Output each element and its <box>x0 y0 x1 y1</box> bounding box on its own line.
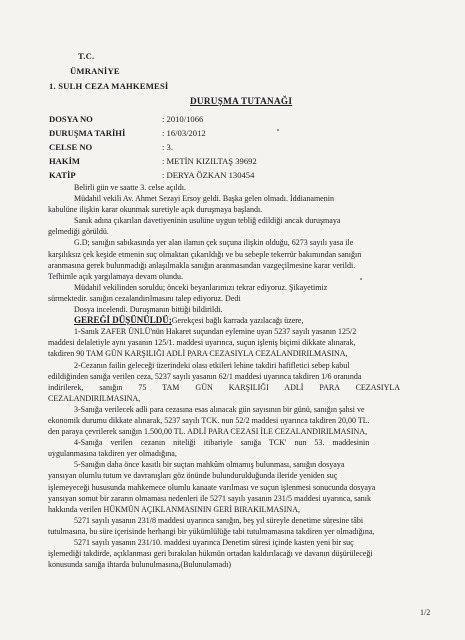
body-line: karşılıksız çek keşide etmenin suç olmaktan çıkarıldığı ve bu sebeple tekerrür bakımından sanığın <box>48 249 362 259</box>
body-line: Dosya incelendi. Duruşmanın bittiği bildirildi. <box>74 305 223 315</box>
body-line: G.D; sanığın sabıkasında yer alan ilamın çek suçuna ilişkin olduğu, 6273 sayılı yasa ile <box>74 238 354 248</box>
info-value: : 3. <box>162 142 173 152</box>
body-line: Belirli gün ve saatte 3. celse açıldı. <box>74 183 186 192</box>
body-line: 4-Sanığa verilen cezanın niteliği itibariyle sanığa TCK' nun 53. maddesinin <box>74 438 370 448</box>
body-line: takdiren 90 TAM GÜN KARŞILIĞI ADLİ PARA CEZASIYLA CEZALANDIRILMASINA, <box>48 349 348 359</box>
body-line: 5271 sayılı yasanın 231/8 maddesi uyarınca sanığın, beş yıl süreyle denetime süresine tâbi <box>74 515 364 525</box>
page-number: 1/2 <box>420 608 431 617</box>
body-line: konusunda sanığa ihtarda bulunulmasına,(Bulunulamadı) <box>48 560 232 570</box>
body-line: 1-Sanık ZAFER ÜNLÜ'nün Hakaret suçundan eylemine uyan 5237 sayılı yasanın 125/2 <box>74 327 357 337</box>
verdict-header-rest: Gerekçesi bağlı karrada yazılacağı üzere, <box>171 316 304 326</box>
info-label: HAKİM <box>49 156 81 166</box>
body-line: Müdahil vekilinden soruldu; önceki beyanlarımızı tekrar ediyoruz. Şikayetimiz <box>74 282 328 292</box>
scan-speck <box>360 278 362 280</box>
info-row-hakim <box>49 156 257 166</box>
body-line: Sanık adına çıkarılan davetiyeninin usulüne uygun tebliğ edildiği ancak duruşmaya <box>74 216 341 226</box>
header-court: 1. SULH CEZA MAHKEMESİ <box>49 81 169 91</box>
header-tc: T.C. <box>78 51 95 61</box>
body-line: 3-Sanığa verilecek adli para cezasına esas alınacak gün sayısının bir günü, sanığın şahsi ve <box>74 404 365 414</box>
info-row-tarih <box>49 128 206 138</box>
info-value: : 2010/1066 <box>162 114 204 124</box>
info-row-celse <box>49 142 173 152</box>
body-line: işlemeyeceği hususunda mahkemece olumlu kanaate varılması ve suçun işlenmesi sonucunda dosyaya <box>48 482 376 492</box>
body-line: den paraya çevrilerek sanığın 1.500,00 TL. ADLİ PARA CEZASI İLE CEZALANDIRILMASINA, <box>48 427 368 437</box>
body-line: aranmasına gerek bulunmadığı anlaşılmakla sanığın aranmasından vazgeçilmesine karar verildi. <box>48 260 356 270</box>
body-line: Müdahil vekili Av. Ahmet Sezayi Ersoy geldi. Başka gelen olmadı. İddianamenin <box>74 194 334 204</box>
info-value: : DERYA ÖZKAN 130454 <box>162 170 255 180</box>
body-line: yansıyan olumlu tutum ve davranışları göz önünde bulundurulduğunda ileride yeniden suç <box>48 471 338 481</box>
body-line: CEZALANDIRILMASINA, <box>48 393 141 403</box>
body-line: ekonomik durumu dikkate alınarak, 5237 sayılı TCK. nun 52/2 maddesi uyarınca takdiren 20,00 TL. <box>48 415 370 425</box>
verdict-header-line <box>48 315 428 326</box>
info-row-katip <box>49 170 254 180</box>
info-value: : 16/03/2012 <box>162 128 206 138</box>
scan-speck <box>277 129 279 131</box>
body-line: edildiğinden sanığa verilen ceza, 5237 sayılı yasanın 62/1 maddesi uyarınca takdiren 1/6 oranında <box>48 371 362 381</box>
info-label: DOSYA NO <box>49 114 93 124</box>
body-line: işlemediği takdirde, açıklanması geri bırakılan hükmün ortadan kaldırılacağı ve davanın düşürüleceği <box>48 549 373 559</box>
info-row-dosya <box>49 114 203 124</box>
body-line: kabulüne ilişkin karar okunmak suretiyle açık duruşmaya başlandı. <box>48 205 263 215</box>
info-label: KATİP <box>49 170 76 180</box>
body-line: maddesi delaletiyle aynı yasanın 125/1. maddesi uyarınca, suçun işleniş biçimi dikkate alınarak, <box>48 338 356 348</box>
body-line: 2-Cezanın failin geleceği üzerindeki olası etkileri lehine takdiri hafifletici sebep kabul <box>74 360 350 370</box>
document-title: DURUŞMA TUTANAĞI <box>190 96 293 106</box>
body-line: 5-Sanığın daha önce kasıtlı bir suçtan mahkûm olmamış bulunması, sanığın dosyaya <box>74 460 345 470</box>
body-line: sürmektedir. sanığın cezalandırılmasını talep ediyoruz. Dedi <box>48 293 241 303</box>
body-text <box>48 182 428 570</box>
body-line: gelmediği görüldü. <box>48 227 109 237</box>
body-line: hakkında verilen HÜKMÜN AÇIKLANMASININ GERİ BIRAKILMASINA, <box>48 504 300 514</box>
body-line: 5271 sayılı yasanın 231/10. maddesi uyarınca Denetim süresi içinde kasten yeni bir suç <box>74 538 354 547</box>
header-city: ÜMRANİYE <box>70 66 120 76</box>
body-line: indirilerek, sanığın 75 TAM GÜN KARŞILIĞI ADLİ PARA CEZASIYLA <box>48 382 401 392</box>
body-line: yansıyan somut bir zararın olmaması nedenleri ile 5271 sayılı yasanın 231/5 maddesi uyarınca, sanık <box>48 493 372 503</box>
body-line: uygulanmasına takdiren yer olmadığına, <box>48 449 177 459</box>
body-line: Tefhimle açık yargılamaya devam olundu. <box>48 271 184 281</box>
verdict-header: GEREĞİ DÜŞÜNÜLDÜ; <box>74 315 172 326</box>
info-label: DURUŞMA TARİHİ <box>49 128 126 138</box>
info-value: : METİN KIZILTAŞ 39692 <box>162 156 257 166</box>
body-line: tutulmasına, bu süre içerisinde herhangi bir yükümlülüğe tabi tutulmamasına takdiren yer olmadığına, <box>48 526 375 536</box>
info-label: CELSE NO <box>49 142 93 152</box>
